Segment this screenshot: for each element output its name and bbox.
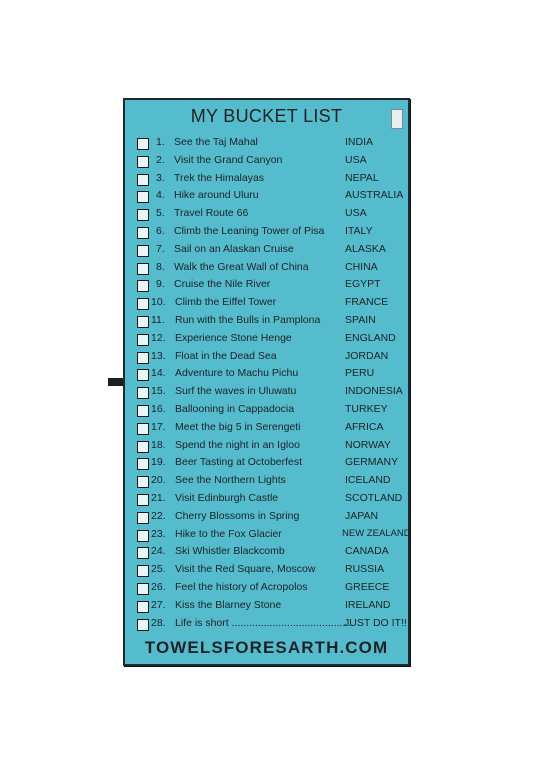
item-place: ENGLAND <box>345 331 396 344</box>
item-text: Cherry Blossoms in Spring <box>175 509 300 522</box>
item-place: EGYPT <box>345 278 381 291</box>
checkbox[interactable] <box>137 280 149 292</box>
checkbox[interactable] <box>137 494 149 506</box>
checkbox[interactable] <box>137 263 149 275</box>
item-place: ICELAND <box>345 474 391 487</box>
list-item <box>137 563 407 579</box>
checkbox[interactable] <box>137 316 149 328</box>
item-place: USA <box>345 207 367 220</box>
item-text: Ballooning in Cappadocia <box>175 403 295 415</box>
list-item <box>137 154 407 170</box>
checkbox[interactable] <box>137 423 149 435</box>
item-place: AFRICA <box>345 420 384 433</box>
item-text: Run with the Bulls in Pamplona <box>175 314 321 326</box>
item-text: Adventure to Machu Pichu <box>175 367 299 380</box>
care-label <box>391 109 403 129</box>
list-item <box>137 189 407 205</box>
item-number: 27. <box>151 598 166 611</box>
checkbox[interactable] <box>137 174 149 186</box>
item-text: Climb the Eiffel Tower <box>175 296 277 309</box>
item-number: 9. <box>156 278 165 291</box>
item-number: 15. <box>151 385 166 398</box>
item-place: NORWAY <box>345 438 391 451</box>
list-item <box>137 385 407 401</box>
item-number: 25. <box>151 563 166 576</box>
list-item <box>137 439 407 455</box>
list-item <box>137 545 407 561</box>
list-item <box>137 527 411 544</box>
item-number: 23. <box>151 527 166 540</box>
item-text: See the Northern Lights <box>175 474 286 487</box>
list-item <box>137 278 407 294</box>
checkbox[interactable] <box>137 476 149 488</box>
item-place: CHINA <box>345 260 378 273</box>
item-text: Beer Tasting at Octoberfest <box>175 456 303 469</box>
item-text: Travel Route 66 <box>174 207 249 220</box>
item-text: Feel the history of Acropolos <box>175 581 308 593</box>
list-item <box>137 314 407 330</box>
item-number: 2. <box>156 153 165 166</box>
item-text: Surf the waves in Uluwatu <box>175 385 297 398</box>
list-item <box>137 599 407 615</box>
hang-loop-tag <box>108 378 124 386</box>
checkbox[interactable] <box>137 530 149 542</box>
item-place: GERMANY <box>345 456 399 469</box>
list-item <box>137 421 407 437</box>
checkbox[interactable] <box>137 565 149 577</box>
item-place: PERU <box>345 367 375 380</box>
item-text: Climb the Leaning Tower of Pisa <box>174 225 325 237</box>
checkbox[interactable] <box>137 619 149 631</box>
item-number: 11. <box>151 314 165 326</box>
item-number: 17. <box>151 420 166 433</box>
item-number: 4. <box>156 189 165 202</box>
item-text: Hike to the Fox Glacier <box>175 527 282 540</box>
list-item <box>137 296 407 312</box>
item-number: 1. <box>156 136 165 148</box>
item-place: NEW ZEALAND <box>342 527 411 539</box>
checkbox[interactable] <box>137 352 149 364</box>
checkbox[interactable] <box>137 298 149 310</box>
item-text: Experience Stone Henge <box>175 331 292 344</box>
list-item <box>137 350 407 366</box>
bucket-list-towel <box>123 98 410 666</box>
list-item <box>137 510 407 526</box>
item-place: SCOTLAND <box>345 492 403 504</box>
item-number: 6. <box>156 225 165 237</box>
item-text: Visit the Grand Canyon <box>174 153 283 166</box>
item-text: Trek the Himalayas <box>174 171 265 184</box>
list-item <box>137 172 407 188</box>
item-number: 8. <box>156 260 165 273</box>
list-item <box>137 225 407 241</box>
item-text: Ski Whistler Blackcomb <box>175 545 285 558</box>
item-place: USA <box>345 153 367 166</box>
item-place: JORDAN <box>345 349 389 362</box>
item-place: INDIA <box>345 136 374 148</box>
item-number: 7. <box>156 242 165 255</box>
item-number: 28. <box>151 616 166 629</box>
item-place: CANADA <box>345 545 389 558</box>
item-number: 5. <box>156 207 165 220</box>
list-item <box>137 403 407 419</box>
item-place: FRANCE <box>345 296 389 309</box>
item-number: 14. <box>151 367 166 380</box>
checkbox[interactable] <box>137 369 149 381</box>
checkbox[interactable] <box>137 227 149 239</box>
item-text: Visit Edinburgh Castle <box>175 492 279 504</box>
item-text: Life is short .......................................... <box>175 616 355 629</box>
item-number: 16. <box>151 403 166 415</box>
checkbox[interactable] <box>137 191 149 203</box>
item-number: 12. <box>151 331 166 344</box>
towel-title: MY BUCKET LIST <box>190 106 343 126</box>
list-item <box>137 492 407 508</box>
item-text: Cruise the Nile River <box>174 278 271 291</box>
item-text: Float in the Dead Sea <box>175 349 277 362</box>
list-item <box>137 243 407 259</box>
item-text: Sail on an Alaskan Cruise <box>174 242 294 255</box>
checkbox[interactable] <box>137 138 149 150</box>
checkbox[interactable] <box>137 405 149 417</box>
list-item <box>137 617 407 633</box>
checkbox[interactable] <box>137 458 149 470</box>
item-text: Kiss the Blarney Stone <box>175 598 282 611</box>
towel-footer-brand: TOWELSFORESARTH.COM <box>144 638 389 657</box>
item-number: 21. <box>151 492 166 504</box>
item-place: JAPAN <box>345 509 379 522</box>
item-text: Meet the big 5 in Serengeti <box>175 420 301 433</box>
item-place: JUST DO IT!! <box>344 616 407 629</box>
item-number: 18. <box>151 438 166 451</box>
checkbox[interactable] <box>137 156 149 168</box>
item-place: RUSSIA <box>345 563 385 576</box>
item-place: TURKEY <box>345 403 388 415</box>
item-text: Hike around Uluru <box>174 189 259 202</box>
checkbox[interactable] <box>137 209 149 221</box>
checkbox[interactable] <box>137 547 149 559</box>
list-item <box>137 261 407 277</box>
list-item <box>137 332 407 348</box>
item-number: 24. <box>151 545 166 558</box>
list-item <box>137 581 407 597</box>
list-item <box>137 207 407 223</box>
item-number: 10. <box>151 296 166 309</box>
checkbox[interactable] <box>137 583 149 595</box>
checkbox[interactable] <box>137 245 149 257</box>
item-text: Visit the Red Square, Moscow <box>175 563 316 576</box>
item-number: 13. <box>151 349 166 362</box>
item-number: 26. <box>151 581 166 593</box>
list-item <box>137 456 407 472</box>
checkbox[interactable] <box>137 512 149 524</box>
item-place: IRELAND <box>345 598 391 611</box>
list-item <box>137 474 407 490</box>
item-number: 22. <box>151 509 166 522</box>
item-place: INDONESIA <box>345 385 403 398</box>
item-place: ALASKA <box>345 242 386 255</box>
item-place: ITALY <box>345 225 373 237</box>
list-item <box>137 136 407 152</box>
item-number: 3. <box>156 171 165 184</box>
checkbox[interactable] <box>137 334 149 346</box>
item-place: NEPAL <box>345 171 379 184</box>
item-number: 19. <box>151 456 166 469</box>
item-text: See the Taj Mahal <box>174 136 258 148</box>
list-item <box>137 367 407 383</box>
checkbox[interactable] <box>137 441 149 453</box>
checkbox[interactable] <box>137 601 149 613</box>
item-number: 20. <box>151 474 166 487</box>
item-place: GREECE <box>345 581 390 593</box>
item-place: AUSTRALIA <box>345 189 404 202</box>
item-place: SPAIN <box>345 314 376 326</box>
item-text: Walk the Great Wall of China <box>174 260 309 273</box>
item-text: Spend the night in an Igloo <box>175 438 300 451</box>
checkbox[interactable] <box>137 387 149 399</box>
